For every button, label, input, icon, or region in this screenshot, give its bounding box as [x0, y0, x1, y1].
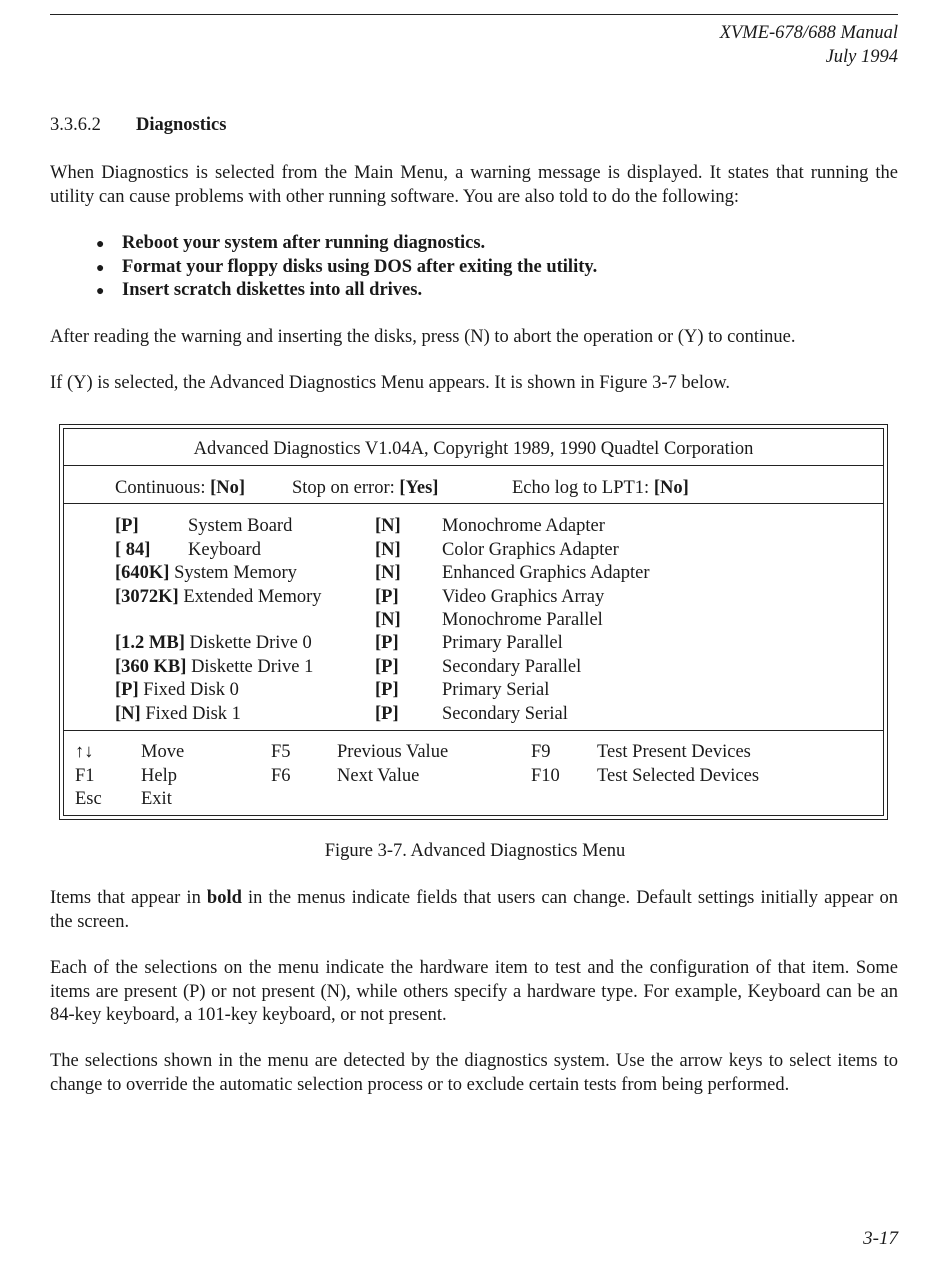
- mono-adapter-label: Monochrome Adapter: [442, 516, 605, 536]
- stop-on-error-option[interactable]: Stop on error: [Yes]: [292, 478, 439, 498]
- cga-value[interactable]: [N]: [375, 540, 401, 560]
- previous-value-action: Previous Value: [337, 742, 449, 762]
- page-number: 3-17: [863, 1228, 898, 1249]
- primary-serial-value[interactable]: [P]: [375, 680, 399, 700]
- secondary-serial-value[interactable]: [P]: [375, 704, 399, 724]
- primary-serial-label: Primary Serial: [442, 680, 550, 700]
- f1-key: F1: [75, 766, 95, 786]
- section-title: Diagnostics: [136, 115, 227, 135]
- section-heading: [50, 114, 226, 138]
- echo-log-option[interactable]: Echo log to LPT1: [No]: [512, 478, 689, 498]
- primary-parallel-label: Primary Parallel: [442, 633, 563, 653]
- figure-menu-title: Advanced Diagnostics V1.04A, Copyright 1989, 1990 Quadtel Corporation: [193, 439, 754, 459]
- next-value-action: Next Value: [337, 766, 420, 786]
- f5-key: F5: [271, 742, 291, 762]
- secondary-serial-label: Secondary Serial: [442, 704, 568, 724]
- system-board-value[interactable]: [P]: [115, 516, 139, 536]
- f6-key: F6: [271, 766, 291, 786]
- header-rule: [50, 14, 898, 15]
- keyboard-value[interactable]: [ 84]: [115, 540, 151, 560]
- figure-divider: [63, 465, 884, 466]
- vga-value[interactable]: [P]: [375, 587, 399, 607]
- keyboard-label: Keyboard: [188, 540, 261, 560]
- move-action: Move: [141, 742, 185, 762]
- menu-paragraph: If (Y) is selected, the Advanced Diagnostics Menu appears. It is shown in Figure 3-7 below.: [50, 373, 731, 393]
- system-memory-item[interactable]: [640K] System Memory: [115, 563, 297, 583]
- figure-caption: Figure 3-7. Advanced Diagnostics Menu: [324, 841, 626, 861]
- arrow-keys-icon: ↑↓: [75, 742, 94, 762]
- intro-paragraph: When Diagnostics is selected from the Main Menu, a warning message is displayed. It states that running the utility can cause problems with other running software. You are also told to do the following:: [50, 163, 898, 207]
- secondary-parallel-label: Secondary Parallel: [442, 657, 582, 677]
- selections-paragraph: Each of the selections on the menu indicate the hardware item to test and the configuration of that item. Some items are present (P) or not present (N), while others specify a hardware type. For example, Keyboard can be an 84-key keyboard, a 101-key keyboard, or not present.: [50, 958, 898, 1025]
- bullet-icon: ●: [96, 284, 105, 299]
- continuous-option[interactable]: Continuous: [No]: [115, 478, 246, 498]
- mono-parallel-value[interactable]: [N]: [375, 610, 401, 630]
- abort-paragraph: After reading the warning and inserting the disks, press (N) to abort the operation or (Y) to continue.: [50, 327, 796, 347]
- stop-on-error-value[interactable]: [Yes]: [399, 478, 439, 498]
- diskette-drive-0-item[interactable]: [1.2 MB] Diskette Drive 0: [115, 633, 312, 653]
- ega-label: Enhanced Graphics Adapter: [442, 563, 650, 583]
- fixed-disk-0-item[interactable]: [P] Fixed Disk 0: [115, 680, 239, 700]
- diskette-drive-1-item[interactable]: [360 KB] Diskette Drive 1: [115, 657, 314, 677]
- manual-title: XVME-678/688 Manual: [719, 23, 898, 43]
- ega-value[interactable]: [N]: [375, 563, 401, 583]
- list-item: ● Format your floppy disks using DOS after exiting the utility.: [96, 256, 597, 280]
- primary-parallel-value[interactable]: [P]: [375, 633, 399, 653]
- manual-date: July 1994: [825, 47, 898, 67]
- vga-label: Video Graphics Array: [442, 587, 605, 607]
- list-item: ● Reboot your system after running diagnostics.: [96, 232, 597, 256]
- mono-parallel-label: Monochrome Parallel: [442, 610, 603, 630]
- test-selected-action: Test Selected Devices: [597, 766, 760, 786]
- mono-adapter-value[interactable]: [N]: [375, 516, 401, 536]
- system-board-label: System Board: [188, 516, 293, 536]
- bullet-list: [96, 232, 597, 303]
- fixed-disk-1-item[interactable]: [N] Fixed Disk 1: [115, 704, 241, 724]
- esc-key: Esc: [75, 789, 102, 809]
- detection-paragraph: The selections shown in the menu are detected by the diagnostics system. Use the arrow keys to select items to change to override the automatic selection process or to exclude certain tests from being performed.: [50, 1051, 898, 1095]
- figure-divider: [63, 730, 884, 731]
- bold-items-paragraph: Items that appear in bold in the menus indicate fields that users can change. Default settings initially appear on the screen.: [50, 888, 898, 932]
- secondary-parallel-value[interactable]: [P]: [375, 657, 399, 677]
- cga-label: Color Graphics Adapter: [442, 540, 619, 560]
- echo-log-value[interactable]: [No]: [653, 478, 689, 498]
- bullet-icon: ●: [96, 237, 105, 252]
- list-item: ● Insert scratch diskettes into all drives.: [96, 279, 597, 303]
- bullet-icon: ●: [96, 260, 105, 276]
- continuous-value[interactable]: [No]: [210, 478, 246, 498]
- f9-key: F9: [531, 742, 551, 762]
- test-present-action: Test Present Devices: [597, 742, 751, 762]
- f10-key: F10: [531, 766, 560, 786]
- section-number: 3.3.6.2: [50, 115, 101, 135]
- extended-memory-item[interactable]: [3072K] Extended Memory: [115, 587, 322, 607]
- figure-divider: [63, 503, 884, 504]
- help-action: Help: [141, 766, 177, 786]
- exit-action: Exit: [141, 789, 172, 809]
